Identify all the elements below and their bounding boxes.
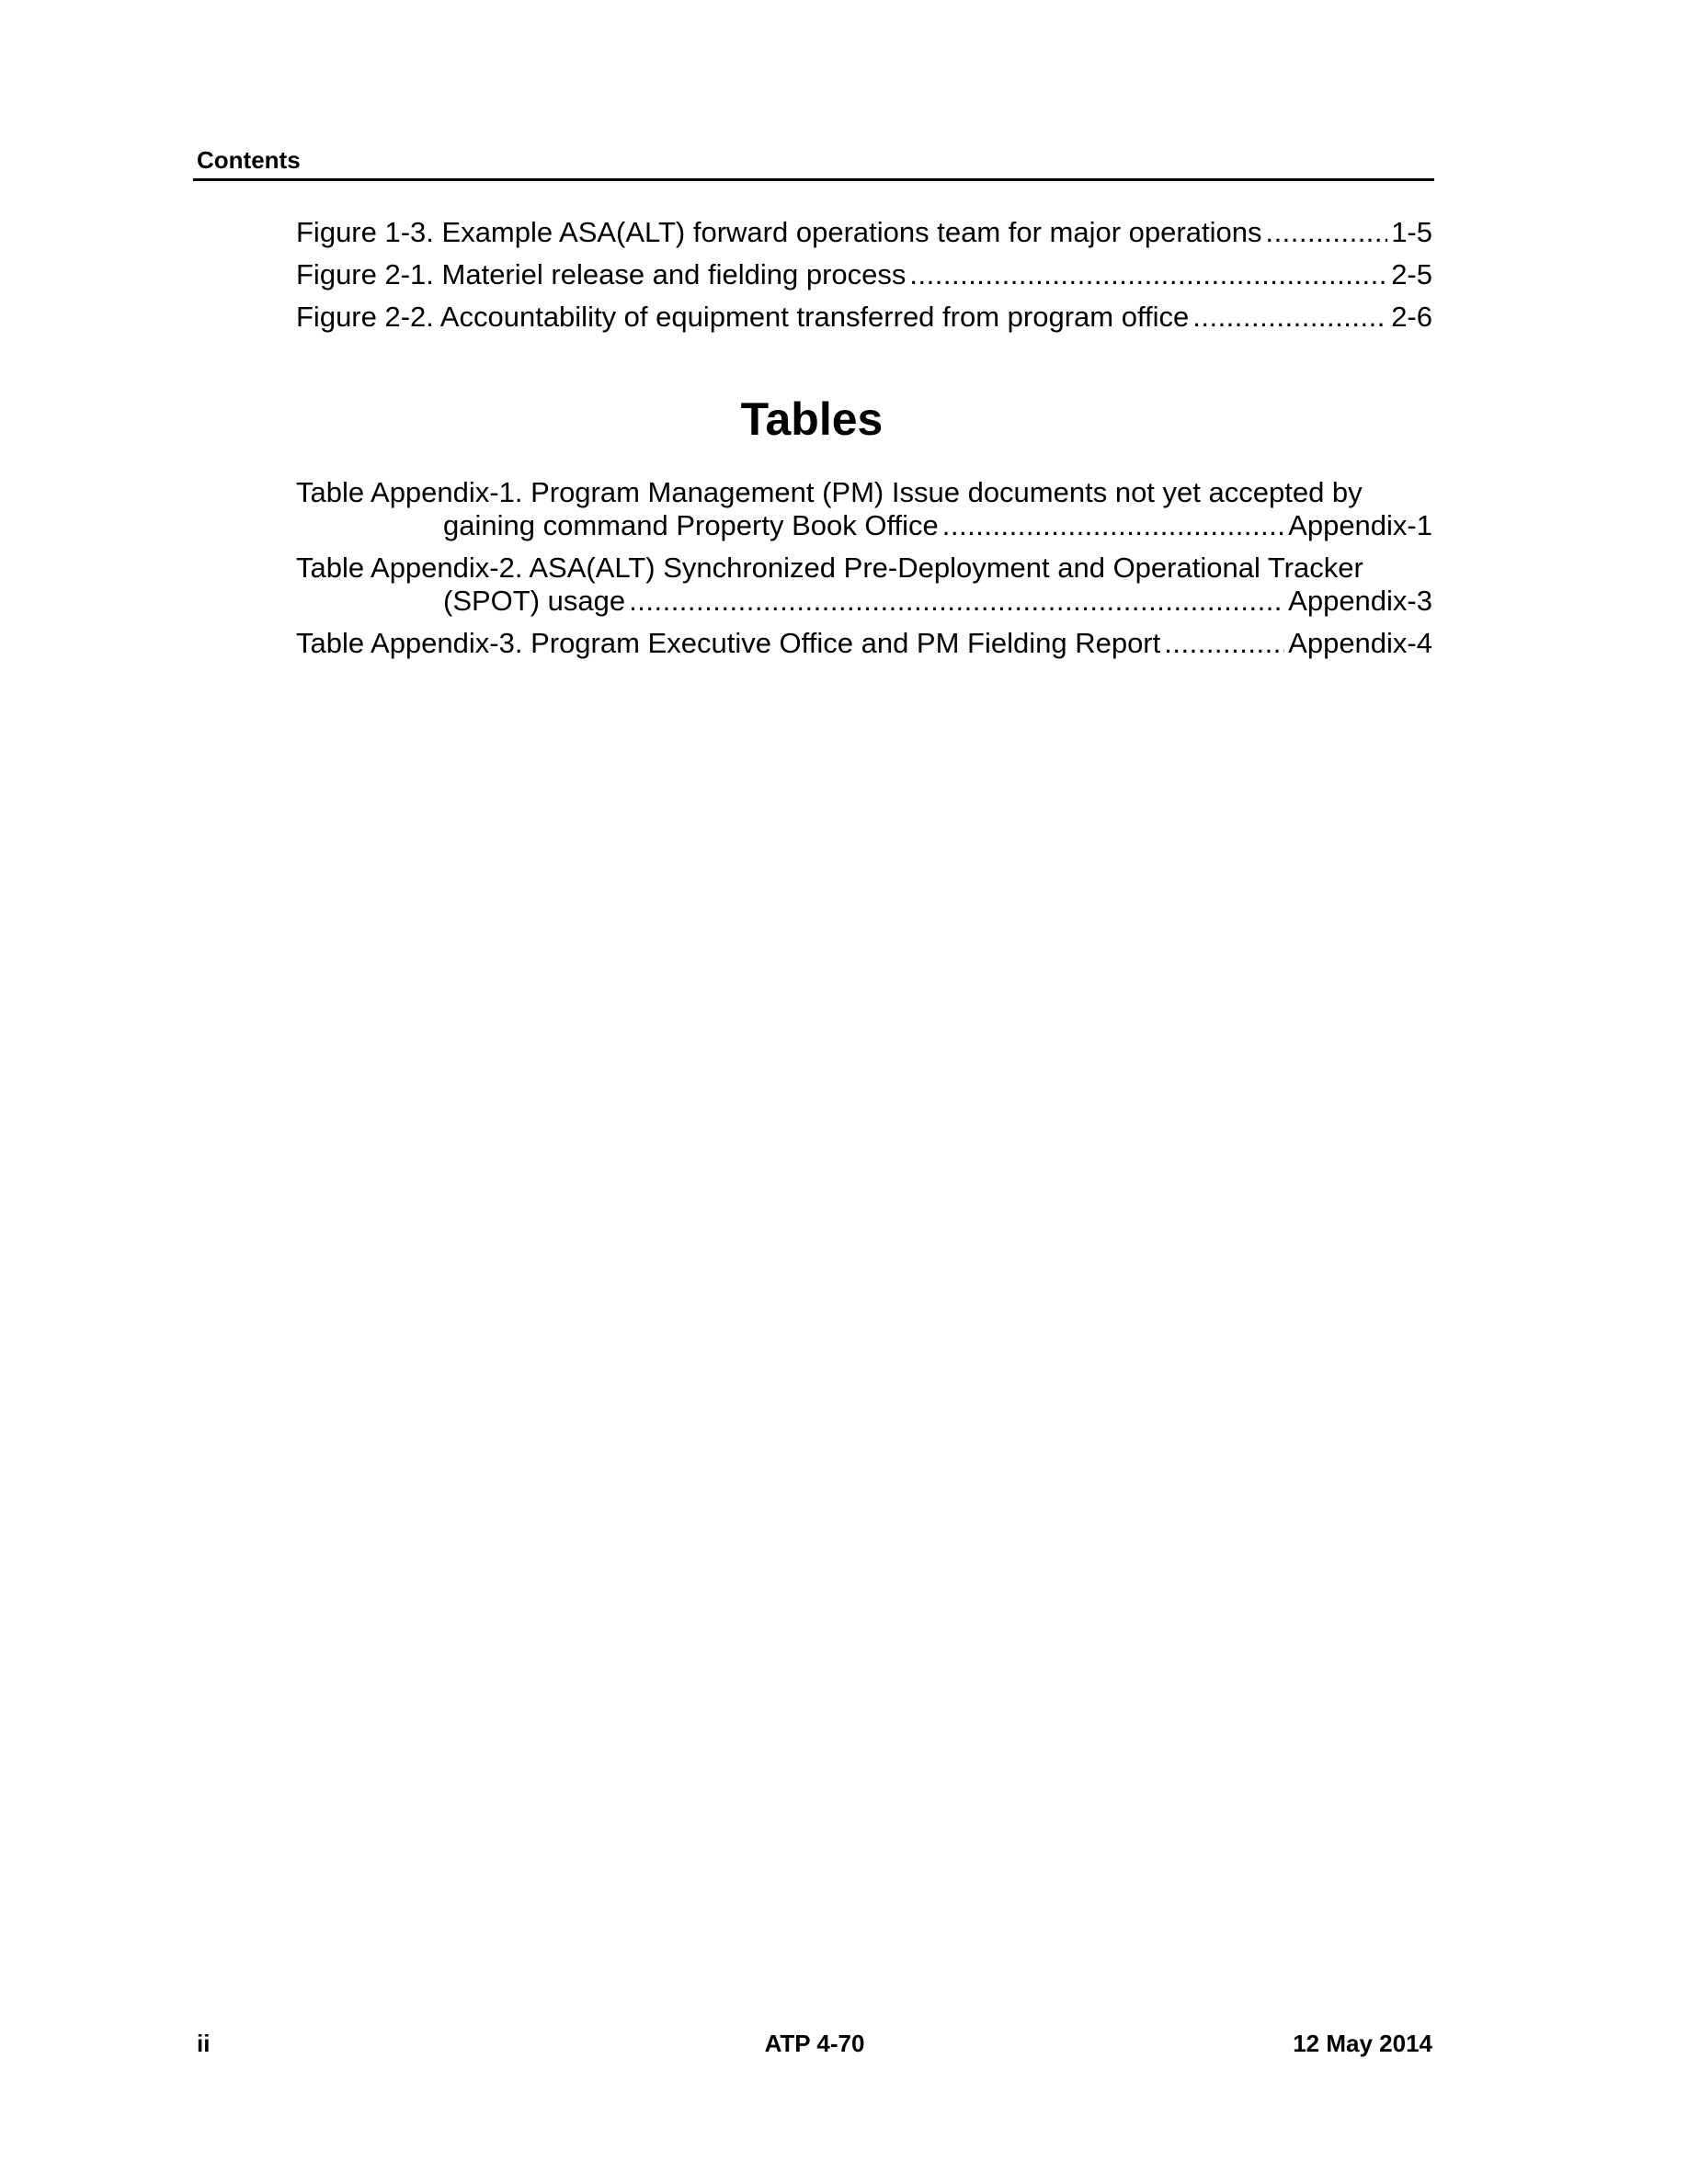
footer-publication-id: ATP 4-70 (764, 2030, 865, 2057)
toc-entry-figure-2-2[interactable] (296, 296, 1432, 338)
toc-entry-title-line2: (SPOT) usage (443, 585, 626, 617)
dot-leader (942, 509, 1284, 542)
dot-leader (1265, 211, 1387, 254)
toc-entry-page: Appendix-3 (1288, 585, 1432, 617)
toc-entry-title: Table Appendix-3. Program Executive Office and PM Fielding Report (296, 627, 1161, 659)
toc-entry-title-line1: Table Appendix-1. Program Management (PM) Issue documents not yet accepted by (296, 476, 1363, 508)
toc-entry-figure-1-3[interactable] (296, 211, 1432, 254)
toc-entry-page: 1-5 (1391, 216, 1432, 248)
toc-entry-title-line1: Table Appendix-2. ASA(ALT) Synchronized Pre-Deployment and Operational Tracker (296, 552, 1363, 584)
toc-entry-page: 2-5 (1391, 258, 1432, 290)
footer-page-number: ii (197, 2030, 211, 2057)
toc-entry-title-line2: gaining command Property Book Office (443, 509, 939, 541)
toc-entry-line2 (296, 509, 1432, 542)
dot-leader (909, 254, 1387, 296)
page-header (193, 145, 1434, 181)
dot-leader (1164, 627, 1284, 660)
toc-entry-page: Appendix-1 (1288, 509, 1432, 541)
list-of-tables (296, 476, 1432, 660)
toc-entry-title: Figure 1-3. Example ASA(ALT) forward operations team for major operations (296, 216, 1262, 248)
toc-entry-title: Figure 2-1. Materiel release and fielding process (296, 258, 907, 290)
footer-date: 12 May 2014 (1293, 2030, 1432, 2057)
toc-entry-line2 (296, 585, 1432, 618)
dot-leader (629, 585, 1284, 618)
list-of-figures (296, 211, 1432, 338)
toc-entry-page: 2-6 (1391, 301, 1432, 333)
dot-leader (1192, 296, 1387, 338)
page-footer (197, 2030, 1432, 2066)
toc-entry-figure-2-1[interactable] (296, 254, 1432, 296)
toc-entry-page: Appendix-4 (1288, 627, 1432, 659)
tables-section-heading: Tables (740, 393, 884, 445)
toc-entry-title: Figure 2-2. Accountability of equipment transferred from program office (296, 301, 1190, 333)
toc-entry-table-appendix-2[interactable] (296, 552, 1432, 618)
toc-entry-table-appendix-1[interactable] (296, 476, 1432, 542)
running-header-label: Contents (197, 146, 301, 174)
toc-entry-table-appendix-3[interactable] (296, 627, 1432, 660)
